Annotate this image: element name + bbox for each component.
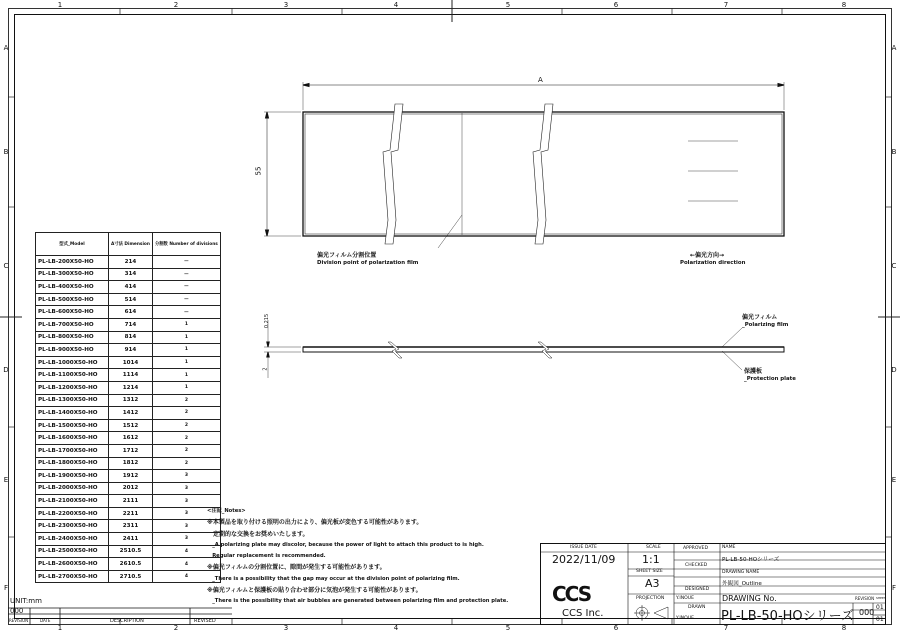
revised-header: REVISED bbox=[194, 618, 216, 624]
header-model: 型式_Model bbox=[36, 233, 109, 256]
direction-label-jp: ←偏光方向→ bbox=[690, 252, 725, 259]
model-cell: PL-LB-2200X50-HO bbox=[36, 507, 109, 520]
table-row bbox=[36, 268, 221, 281]
row-marker: E bbox=[891, 476, 897, 484]
revision-number: 000 bbox=[10, 607, 24, 615]
issue-date-value: 2022/11/09 bbox=[552, 553, 616, 566]
model-cell: PL-LB-2700X50-HO bbox=[36, 570, 109, 583]
divisions-cell: — bbox=[152, 281, 220, 294]
divisions-cell: 2 bbox=[152, 457, 220, 470]
model-cell: PL-LB-400X50-HO bbox=[36, 281, 109, 294]
table-row bbox=[36, 570, 221, 583]
dimension-cell: 1214 bbox=[109, 381, 153, 394]
description-header: DESCRIPTION bbox=[110, 618, 144, 624]
table-row bbox=[36, 419, 221, 432]
dimension-cell: 1812 bbox=[109, 457, 153, 470]
company-name: CCS Inc. bbox=[562, 608, 604, 619]
projection-symbol-icon bbox=[634, 605, 668, 621]
row-marker: E bbox=[3, 476, 9, 484]
revision-header: REVISION bbox=[9, 618, 29, 623]
drawing-no-header: DRAWING No. bbox=[722, 594, 777, 603]
table-row bbox=[36, 507, 221, 520]
table-row bbox=[36, 495, 221, 508]
divisions-cell: 3 bbox=[152, 507, 220, 520]
dimension-a-label: A bbox=[538, 76, 543, 84]
model-cell: PL-LB-200X50-HO bbox=[36, 256, 109, 269]
dimension-cell: 2610.5 bbox=[109, 558, 153, 571]
dimension-cell: 1912 bbox=[109, 470, 153, 483]
table-row bbox=[36, 545, 221, 558]
divisions-cell: 2 bbox=[152, 432, 220, 445]
film-label-en: _Polarizing film bbox=[742, 322, 789, 328]
row-marker: C bbox=[891, 262, 897, 270]
projection-header: PROJECTION bbox=[636, 596, 665, 601]
division-label-en: Division point of polarization film bbox=[317, 260, 419, 266]
scale-header: SCALE bbox=[646, 545, 661, 550]
checked-header: CHECKED bbox=[685, 563, 708, 568]
divisions-cell: 4 bbox=[152, 558, 220, 571]
dimension-height-label: 55 bbox=[254, 166, 263, 176]
row-marker: C bbox=[3, 262, 9, 270]
plate-label-en: _Protection plate bbox=[744, 376, 796, 382]
model-cell: PL-LB-300X50-HO bbox=[36, 268, 109, 281]
dimension-cell: 1712 bbox=[109, 444, 153, 457]
sheet-size-header: SHEET SIZE bbox=[636, 569, 663, 574]
model-cell: PL-LB-1000X50-HO bbox=[36, 356, 109, 369]
scale-value: 1:1 bbox=[642, 553, 660, 566]
table-row bbox=[36, 457, 221, 470]
drawn-header: DRAWN bbox=[688, 605, 706, 610]
divisions-cell: 2 bbox=[152, 407, 220, 420]
model-cell: PL-LB-1500X50-HO bbox=[36, 419, 109, 432]
model-cell: PL-LB-1400X50-HO bbox=[36, 407, 109, 420]
dimension-cell: 2710.5 bbox=[109, 570, 153, 583]
model-cell: PL-LB-2300X50-HO bbox=[36, 520, 109, 533]
division-label-jp: 偏光フィルム分割位置 bbox=[317, 252, 377, 259]
column-marker: 1 bbox=[57, 624, 63, 632]
dimension-cell: 1412 bbox=[109, 407, 153, 420]
drawer-name: Y.INOUE bbox=[676, 616, 695, 621]
table-row bbox=[36, 533, 221, 546]
column-marker: 4 bbox=[393, 1, 399, 9]
model-cell: PL-LB-1700X50-HO bbox=[36, 444, 109, 457]
dimension-cell: 1114 bbox=[109, 369, 153, 382]
note-line: ※偏光フィルムと保護板の貼り合わせ部分に気泡が発生する可能性があります。 bbox=[207, 587, 422, 595]
table-row bbox=[36, 444, 221, 457]
notes-block bbox=[207, 506, 508, 608]
dimension-cell: 914 bbox=[109, 344, 153, 357]
table-row bbox=[36, 407, 221, 420]
note-line: 定期的な交換をお奨めいたします。 bbox=[207, 530, 309, 538]
revision-header-tb: REVISION bbox=[855, 596, 875, 601]
model-cell: PL-LB-1900X50-HO bbox=[36, 470, 109, 483]
sheet-header: SHEET bbox=[876, 596, 886, 600]
model-cell: PL-LB-800X50-HO bbox=[36, 331, 109, 344]
dimension-thickness-label: 0.215 bbox=[264, 313, 271, 329]
table-row bbox=[36, 256, 221, 269]
note-line: ※本製品を取り付ける照明の出力により、偏光板が変色する可能性があります。 bbox=[207, 519, 423, 527]
dimension-cell: 2510.5 bbox=[109, 545, 153, 558]
table-row bbox=[36, 470, 221, 483]
ccs-logo-icon: CCS bbox=[552, 582, 591, 606]
divisions-cell: — bbox=[152, 256, 220, 269]
column-marker: 8 bbox=[841, 624, 847, 632]
divisions-cell: 1 bbox=[152, 344, 220, 357]
row-marker: B bbox=[3, 148, 9, 156]
note-line: _There is a possibility that the gap may occur at the division point of polarizing film. bbox=[207, 575, 460, 582]
divisions-cell: 3 bbox=[152, 482, 220, 495]
column-marker: 8 bbox=[841, 1, 847, 9]
row-marker: A bbox=[891, 44, 897, 52]
column-marker: 3 bbox=[283, 1, 289, 9]
dimension-cell: 714 bbox=[109, 318, 153, 331]
sheet-total: 01 bbox=[876, 616, 884, 623]
table-row bbox=[36, 306, 221, 319]
divisions-cell: 1 bbox=[152, 331, 220, 344]
designer-name: Y.INOUE bbox=[676, 596, 695, 601]
table-row bbox=[36, 394, 221, 407]
column-marker: 1 bbox=[57, 1, 63, 9]
dimension-cell: 2012 bbox=[109, 482, 153, 495]
dimension-plate-label: 2 bbox=[262, 367, 269, 371]
dimension-cell: 1512 bbox=[109, 419, 153, 432]
column-marker: 4 bbox=[393, 624, 399, 632]
model-cell: PL-LB-2000X50-HO bbox=[36, 482, 109, 495]
dimension-cell: 214 bbox=[109, 256, 153, 269]
dimension-cell: 314 bbox=[109, 268, 153, 281]
model-cell: PL-LB-2500X50-HO bbox=[36, 545, 109, 558]
model-cell: PL-LB-2100X50-HO bbox=[36, 495, 109, 508]
drawing-no-value: PL-LB-50-HOシリーズ bbox=[721, 609, 854, 624]
dimension-cell: 2311 bbox=[109, 520, 153, 533]
divisions-cell: 1 bbox=[152, 381, 220, 394]
name-header: NAME bbox=[722, 545, 736, 550]
model-cell: PL-LB-1600X50-HO bbox=[36, 432, 109, 445]
row-marker: F bbox=[3, 584, 9, 592]
date-header: DATE bbox=[40, 618, 51, 623]
note-line: <注記_Notes> bbox=[207, 508, 246, 514]
divisions-cell: 2 bbox=[152, 394, 220, 407]
name-value: PL-LB-50-HOシリーズ bbox=[722, 557, 780, 563]
divisions-cell: — bbox=[152, 306, 220, 319]
model-cell: PL-LB-500X50-HO bbox=[36, 293, 109, 306]
divisions-cell: 1 bbox=[152, 318, 220, 331]
model-dimension-table bbox=[35, 232, 221, 583]
divisions-cell: 3 bbox=[152, 533, 220, 546]
plate-label-jp: 保護板 bbox=[744, 368, 763, 375]
column-marker: 5 bbox=[505, 1, 511, 9]
dimension-cell: 614 bbox=[109, 306, 153, 319]
divisions-cell: 4 bbox=[152, 545, 220, 558]
drawing-name-value: 外観図_Outline bbox=[722, 581, 762, 587]
divisions-cell: 3 bbox=[152, 470, 220, 483]
table-row bbox=[36, 381, 221, 394]
table-row bbox=[36, 432, 221, 445]
table-row bbox=[36, 369, 221, 382]
revision-value: 000 bbox=[859, 608, 875, 617]
note-line: ※偏光フィルムの分割位置に、隙間が発生する可能性があります。 bbox=[207, 564, 386, 572]
model-cell: PL-LB-1300X50-HO bbox=[36, 394, 109, 407]
header-dimension: A寸法 Dimension bbox=[109, 233, 153, 256]
dimension-cell: 414 bbox=[109, 281, 153, 294]
sheet-number: 01 bbox=[876, 604, 884, 611]
note-line: _A polarizing plate may discolor, because the power of light to attach this product to is high. bbox=[207, 541, 484, 548]
divisions-cell: 3 bbox=[152, 520, 220, 533]
divisions-cell: 4 bbox=[152, 570, 220, 583]
header-divisions: 分割数 Number of divisions bbox=[152, 233, 220, 256]
divisions-cell: 2 bbox=[152, 444, 220, 457]
table-row bbox=[36, 344, 221, 357]
row-marker: B bbox=[891, 148, 897, 156]
column-marker: 5 bbox=[505, 624, 511, 632]
divisions-cell: 2 bbox=[152, 419, 220, 432]
dimension-cell: 2411 bbox=[109, 533, 153, 546]
dimension-cell: 814 bbox=[109, 331, 153, 344]
column-marker: 3 bbox=[283, 624, 289, 632]
model-cell: PL-LB-900X50-HO bbox=[36, 344, 109, 357]
direction-label-en: Polarization direction bbox=[680, 260, 746, 266]
column-marker: 7 bbox=[723, 1, 729, 9]
table-row bbox=[36, 293, 221, 306]
model-cell: PL-LB-600X50-HO bbox=[36, 306, 109, 319]
column-marker: 6 bbox=[613, 1, 619, 9]
note-line: Regular replacement is recommended. bbox=[207, 553, 326, 560]
divisions-cell: 1 bbox=[152, 356, 220, 369]
row-marker: A bbox=[3, 44, 9, 52]
column-marker: 2 bbox=[173, 1, 179, 9]
note-line: _There is the possibility that air bubbles are generated between polarizing film and protection plate. bbox=[207, 598, 509, 605]
model-cell: PL-LB-1800X50-HO bbox=[36, 457, 109, 470]
model-cell: PL-LB-1100X50-HO bbox=[36, 369, 109, 382]
table-row bbox=[36, 318, 221, 331]
dimension-cell: 2111 bbox=[109, 495, 153, 508]
table-row bbox=[36, 356, 221, 369]
unit-label: UNIT:mm bbox=[10, 597, 42, 605]
film-label-jp: 偏光フィルム bbox=[742, 314, 778, 321]
column-marker: 6 bbox=[613, 624, 619, 632]
divisions-cell: 1 bbox=[152, 369, 220, 382]
table-row bbox=[36, 482, 221, 495]
table-row bbox=[36, 520, 221, 533]
table-row bbox=[36, 281, 221, 294]
dimension-cell: 1312 bbox=[109, 394, 153, 407]
dimension-cell: 2211 bbox=[109, 507, 153, 520]
divisions-cell: 3 bbox=[152, 495, 220, 508]
row-marker: F bbox=[891, 584, 897, 592]
dimension-cell: 514 bbox=[109, 293, 153, 306]
model-cell: PL-LB-1200X50-HO bbox=[36, 381, 109, 394]
divisions-cell: — bbox=[152, 268, 220, 281]
column-marker: 7 bbox=[723, 624, 729, 632]
column-marker: 2 bbox=[173, 624, 179, 632]
model-cell: PL-LB-700X50-HO bbox=[36, 318, 109, 331]
dimension-cell: 1014 bbox=[109, 356, 153, 369]
table-row bbox=[36, 558, 221, 571]
table-row bbox=[36, 331, 221, 344]
designed-header: DESIGNED bbox=[685, 587, 710, 592]
divisions-cell: — bbox=[152, 293, 220, 306]
issue-date-header: ISSUE DATE bbox=[570, 545, 597, 550]
drawing-name-header: DRAWING NAME bbox=[722, 570, 760, 575]
approved-header: APPROVED bbox=[683, 546, 708, 551]
sheet-size-value: A3 bbox=[645, 577, 660, 590]
row-marker: D bbox=[3, 366, 9, 374]
model-cell: PL-LB-2400X50-HO bbox=[36, 533, 109, 546]
row-marker: D bbox=[891, 366, 897, 374]
model-cell: PL-LB-2600X50-HO bbox=[36, 558, 109, 571]
dimension-cell: 1612 bbox=[109, 432, 153, 445]
